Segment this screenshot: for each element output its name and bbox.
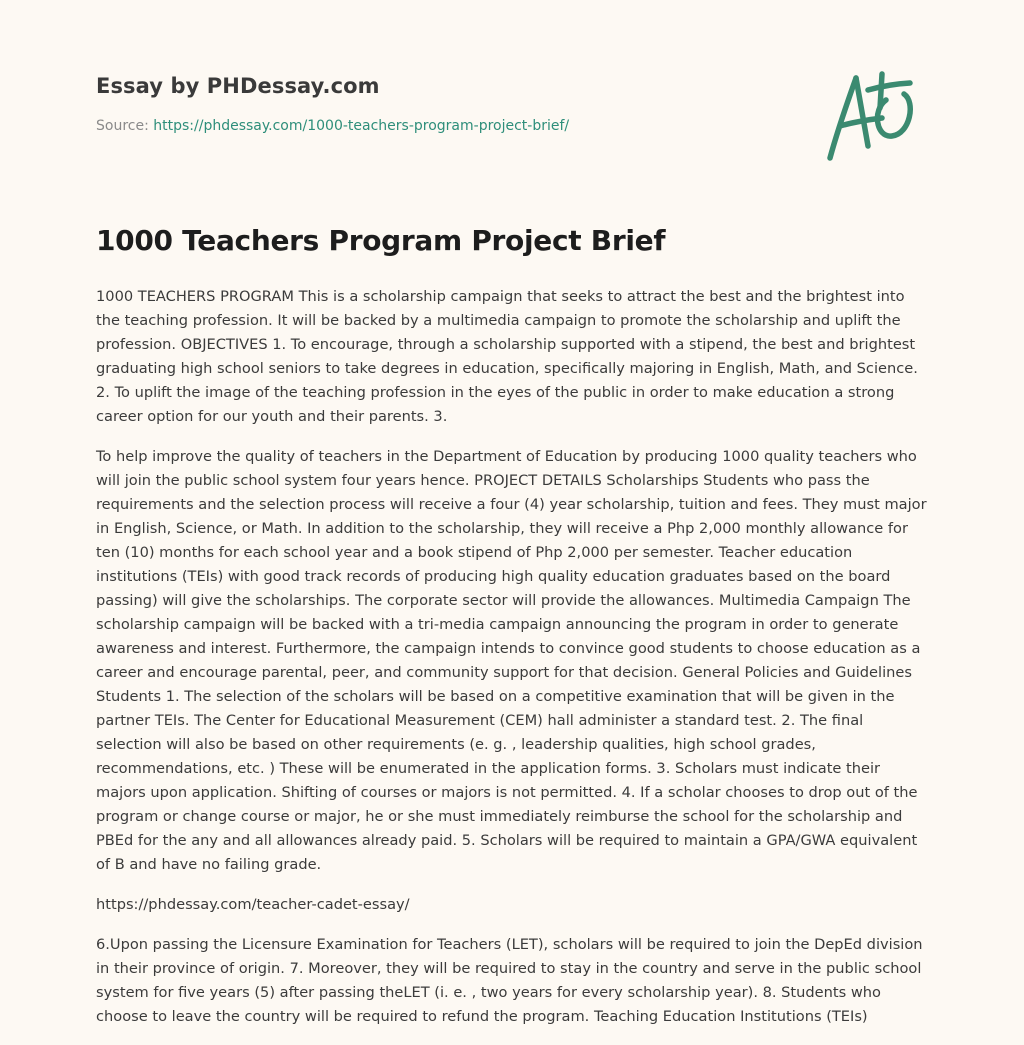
essay-paragraph: To help improve the quality of teachers in the Department of Education by producing 1000 quality teachers who will join the public school system four years hence. PROJECT DETAILS Scholarships Students who pass the requirements and the selection process will receive a four (4) year scholarship, tuition and fees. They must major in English, Science, or Math. In addition to the scholarship, they will receive a Php 2,000 monthly allowance for ten (10) months for each school year and a book stipend of Php 2,000 per semester. Teacher education institutions (TEIs) with good track records of producing high quality education graduates based on the board passing) will give the scholarships. The corporate sector will provide the allowances. Multimedia Campaign The scholarship campaign will be backed with a tri-media campaign announcing the program in order to generate awareness and interest. Furthermore, the campaign intends to convince good students to choose education as a career and encourage parental, peer, and community support for that decision. General Policies and Guidelines Students 1. The selection of the scholars will be based on a competitive examination that will be given in the partner TEIs. The Center for Educational Measurement (CEM) hall administer a standard test. 2. The final selection will also be based on other requirements (e. g. , leadership qualities, high school grades, recommendations, etc. ) These will be enumerated in the application forms. 3. Scholars must indicate their majors upon application. Shifting of courses or majors is not permitted. 4. If a scholar chooses to drop out of the program or change course or major, he or she must immediately reimburse the school for the scholarship and PBEd for the any and all allowances already paid. 5. Scholars will be required to maintain a GPA/GWA equivalent of B and have no failing grade. — [96, 448, 927, 873]
source-line — [96, 118, 796, 134]
source-link[interactable]: https://phdessay.com/1000-teachers-program-project-brief/ — [153, 118, 570, 134]
essay-body — [96, 285, 930, 1045]
essay-paragraph: 6.Upon passing the Licensure Examination for Teachers (LET), scholars will be required to join the DepEd division in their province of origin. 7. Moreover, they will be required to stay in the country and serve in the public school system for five years (5) after passing theLET (i. e. , two years for every scholarship year). 8. Students who choose to leave the country will be required to refund the program. Teaching Education Institutions (TEIs) — [96, 936, 923, 1025]
a-plus-grade-icon — [820, 66, 932, 166]
related-essay-url: https://phdessay.com/teacher-cadet-essay/ — [96, 896, 410, 913]
essay-title: 1000 Teachers Program Project Brief — [96, 224, 666, 257]
site-brand: Essay by PHDessay.com — [96, 74, 380, 98]
essay-paragraph: 1000 TEACHERS PROGRAM This is a scholarship campaign that seeks to attract the best and the brightest into the teaching profession. It will be backed by a multimedia campaign to promote the scholarship and uplift the profession. OBJECTIVES 1. To encourage, through a scholarship supported with a stipend, the best and brightest graduating high school seniors to take degrees in education, specifically majoring in English, Math, and Science. 2. To uplift the image of the teaching profession in the eyes of the public in order to make education a strong career option for our youth and their parents. 3. — [96, 288, 918, 425]
source-label: Source: — [96, 118, 154, 134]
essay-header — [96, 74, 796, 134]
